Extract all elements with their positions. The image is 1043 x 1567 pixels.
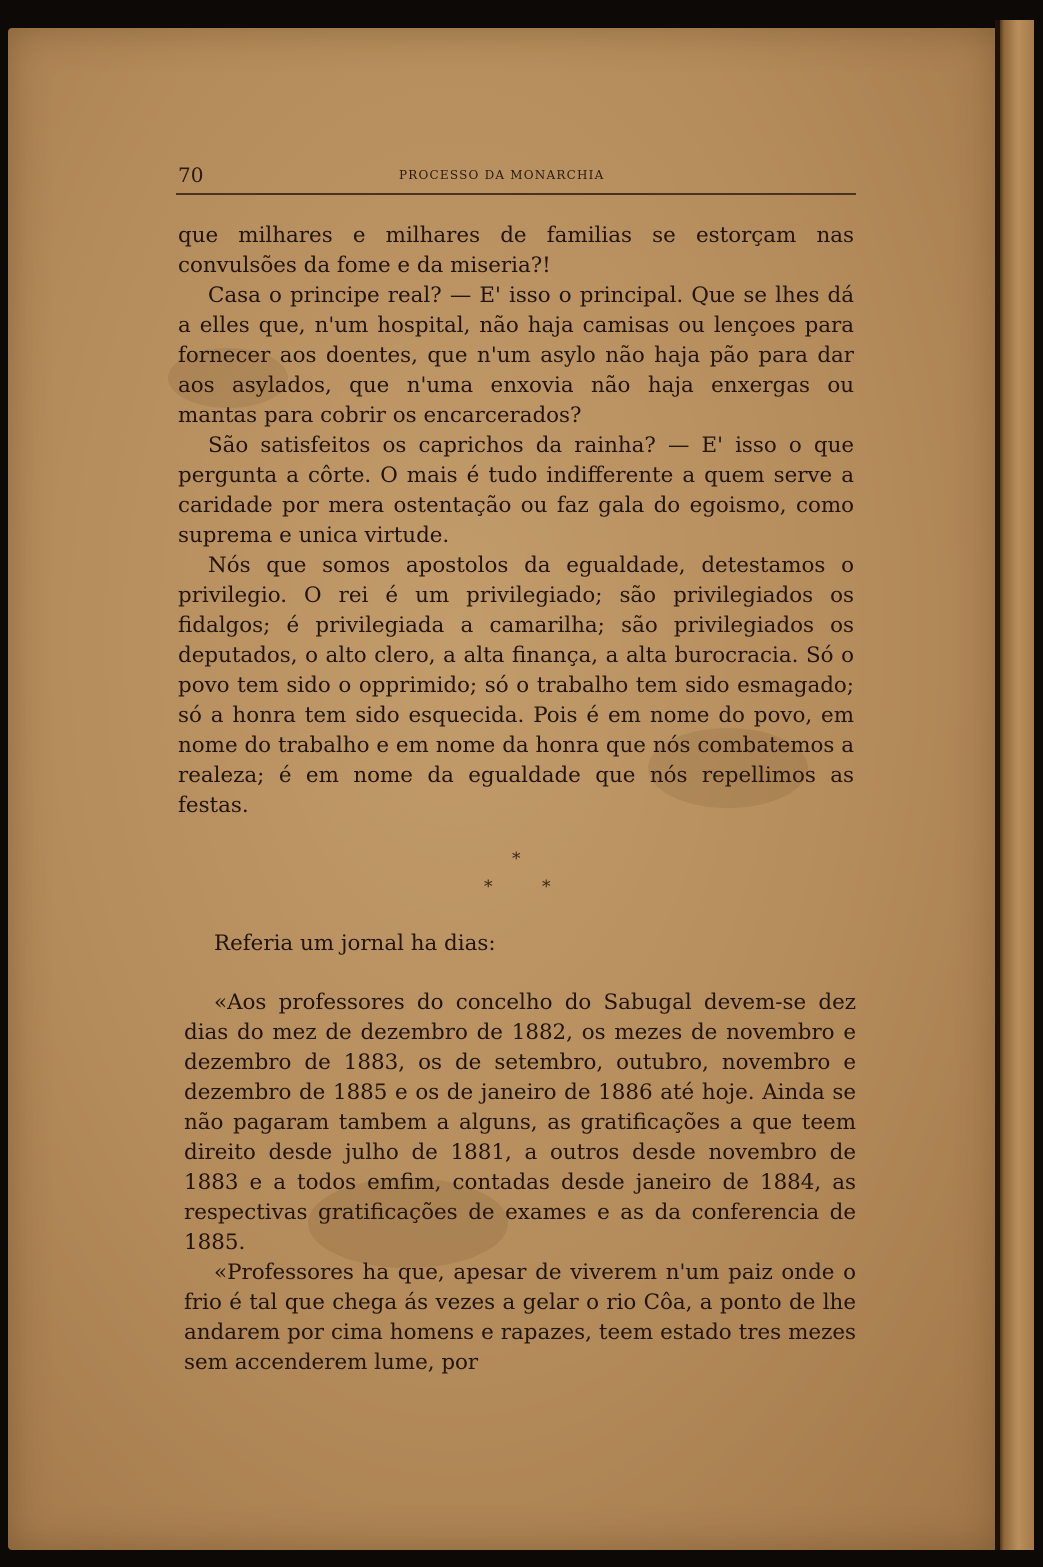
paragraph: Casa o principe real? — E' isso o principal. Que se lhes dá a elles que, n'um hospital, não haja camisas ou lençoes para fornecer aos doentes, que n'um asylo não haja pão para dar aos asylados, que n'uma enxovia não haja enxergas ou mantas para cobrir os encarcerados? xyxy=(178,283,854,428)
paragraph: «Professores ha que, apesar de viverem n'um paiz onde o frio é tal que chega ás vezes a gelar o rio Côa, a ponto de lhe andarem por cima homens e rapazes, teem estado tres mezes sem accenderem lume, por xyxy=(184,1260,856,1375)
asterisk: * xyxy=(484,877,493,897)
book-spine xyxy=(995,20,1000,1550)
paragraph: Nós que somos apostolos da egualdade, detestamos o privilegio. O rei é um privilegiado; são privilegiados os fidalgos; é privilegiada a camarilha; são privilegiados os deputados, o alto clero, a alta finança, a alta burocracia. Só o povo tem sido o opprimido; só o trabalho tem sido esmagado; só a honra tem sido esquecida. Pois é em nome do povo, em nome do trabalho e em nome da honra que nós combatemos a realeza; é em nome da egualdade que nós repellimos as festas. xyxy=(178,553,854,818)
paragraph: «Aos professores do concelho do Sabugal devem-se dez dias do mez de dezembro de 1882, os mezes de novembro e dezembro de 1883, os de setembro, outubro, novembro e dezembro de 1885 e os de janeiro de 1886 até hoje. Ainda se não pagaram tambem a alguns, as gratificações a que teem direito desde julho de 1881, a outros desde novembro de 1883 e a todos emfim, contadas desde janeiro de 1884, as respectivas gratificações de exames e as da conferencia de 1885. xyxy=(184,990,856,1255)
paragraph: São satisfeitos os caprichos da rainha? — E' isso o que pergunta a côrte. O mais é tudo indifferente a quem serve a caridade por mera ostentação ou faz gala do egoismo, como suprema e unica virtude. xyxy=(178,433,854,548)
section-asterism xyxy=(470,845,570,905)
body-text-top xyxy=(178,221,854,821)
adjacent-page-edge xyxy=(998,20,1034,1550)
page-number: 70 xyxy=(178,163,204,187)
paragraph: que milhares e milhares de familias se estorçam nas convulsões da fome e da miseria?! xyxy=(178,223,854,278)
page-header xyxy=(178,163,854,187)
asterisk: * xyxy=(512,849,521,869)
quoted-text xyxy=(184,988,856,1378)
header-rule xyxy=(176,193,856,195)
asterisk: * xyxy=(542,877,551,897)
running-head: PROCESSO DA MONARCHIA xyxy=(399,168,605,182)
intro-line: Referia um jornal ha dias: xyxy=(214,931,496,956)
